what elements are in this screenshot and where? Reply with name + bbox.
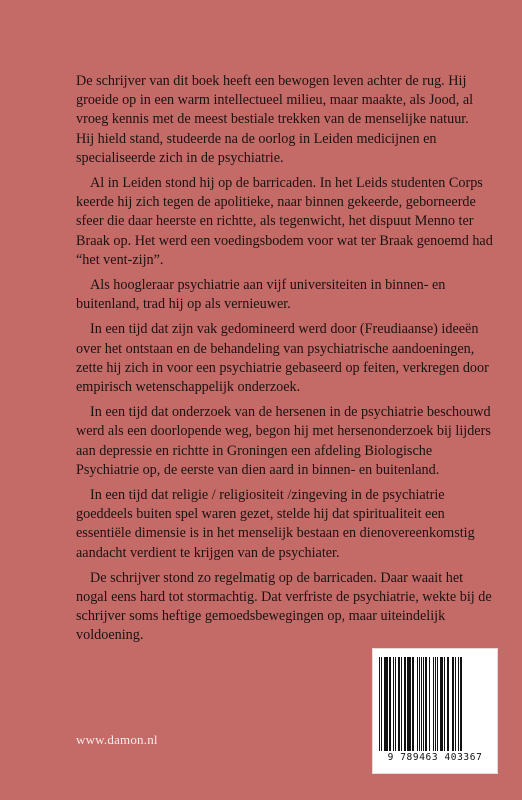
- isbn-barcode: [372, 648, 498, 774]
- isbn-number: 9 789463 403367: [387, 752, 483, 763]
- publisher-url: www.damon.nl: [76, 732, 158, 747]
- blurb-paragraph-2: Hij hield stand, studeerde na de oorlog in Leiden medicijnen en specialiseerde zich in de psychiatrie.: [76, 130, 437, 166]
- blurb-paragraph-6: In een tijd dat onderzoek van de hersenen in de psychiatrie beschouwd werd als een doorlopende weg, begon hij met hersenonderzoek bij lijders aan depressie en richtte in Groningen een afdeling Biologische Psychiatrie op, de eerste van dien aard in binnen- en buitenland.: [76, 404, 491, 478]
- blurb-text: [76, 72, 496, 652]
- blurb-paragraph-4: Als hoogleraar psychiatrie aan vijf universiteiten in binnen- en buitenland, trad hij op als vernieuwer.: [76, 277, 446, 313]
- barcode-bars: [379, 657, 491, 751]
- blurb-paragraph-5: In een tijd dat zijn vak gedomineerd werd door (Freudiaanse) ideeën over het ontstaan en de behandeling van psychiatrische aandoeningen, zette hij zich in voor een psychiatrie gebaseerd op feiten, verkregen door empirisch wetenschappelijk onderzoek.: [76, 321, 489, 396]
- barcode-bar: [461, 657, 462, 751]
- blurb-paragraph-1: De schrijver van dit boek heeft een bewogen leven achter de rug. Hij groeide op in een warm intellectueel milieu, maar maakte, als Jood, al vroeg kennis met de meest bestiale trekken van de menselijke natuur.: [76, 73, 474, 128]
- blurb-paragraph-7: In een tijd dat religie / religiositeit /zingeving in de psychiatrie goeddeels buiten spel waren gezet, stelde hij dat spiritualiteit een essentiële dimensie is in het menselijk bestaan en dienovereenkomstig aandacht verdient te krijgen van de psychiater.: [76, 487, 475, 561]
- blurb-paragraph-8: De schrijver stond zo regelmatig op de barricaden. Daar waait het nogal eens hard tot stormachtig. Dat verfriste de psychiatrie, wekte bij de schrijver soms heftige gemoedsbewegingen op, maar uiteindelijk voldoening.: [76, 569, 492, 644]
- blurb-paragraph-3: Al in Leiden stond hij op de barricaden. In het Leids studenten Corps keerde hij zich tegen de apolitieke, naar binnen gekeerde, geborneerde sfeer die daar heerste en richtte, als tegenwicht, het dispuut Menno ter Braak op. Het werd een voedingsbodem voor wat ter Braak genoemd had “het vent-zijn”.: [76, 175, 493, 268]
